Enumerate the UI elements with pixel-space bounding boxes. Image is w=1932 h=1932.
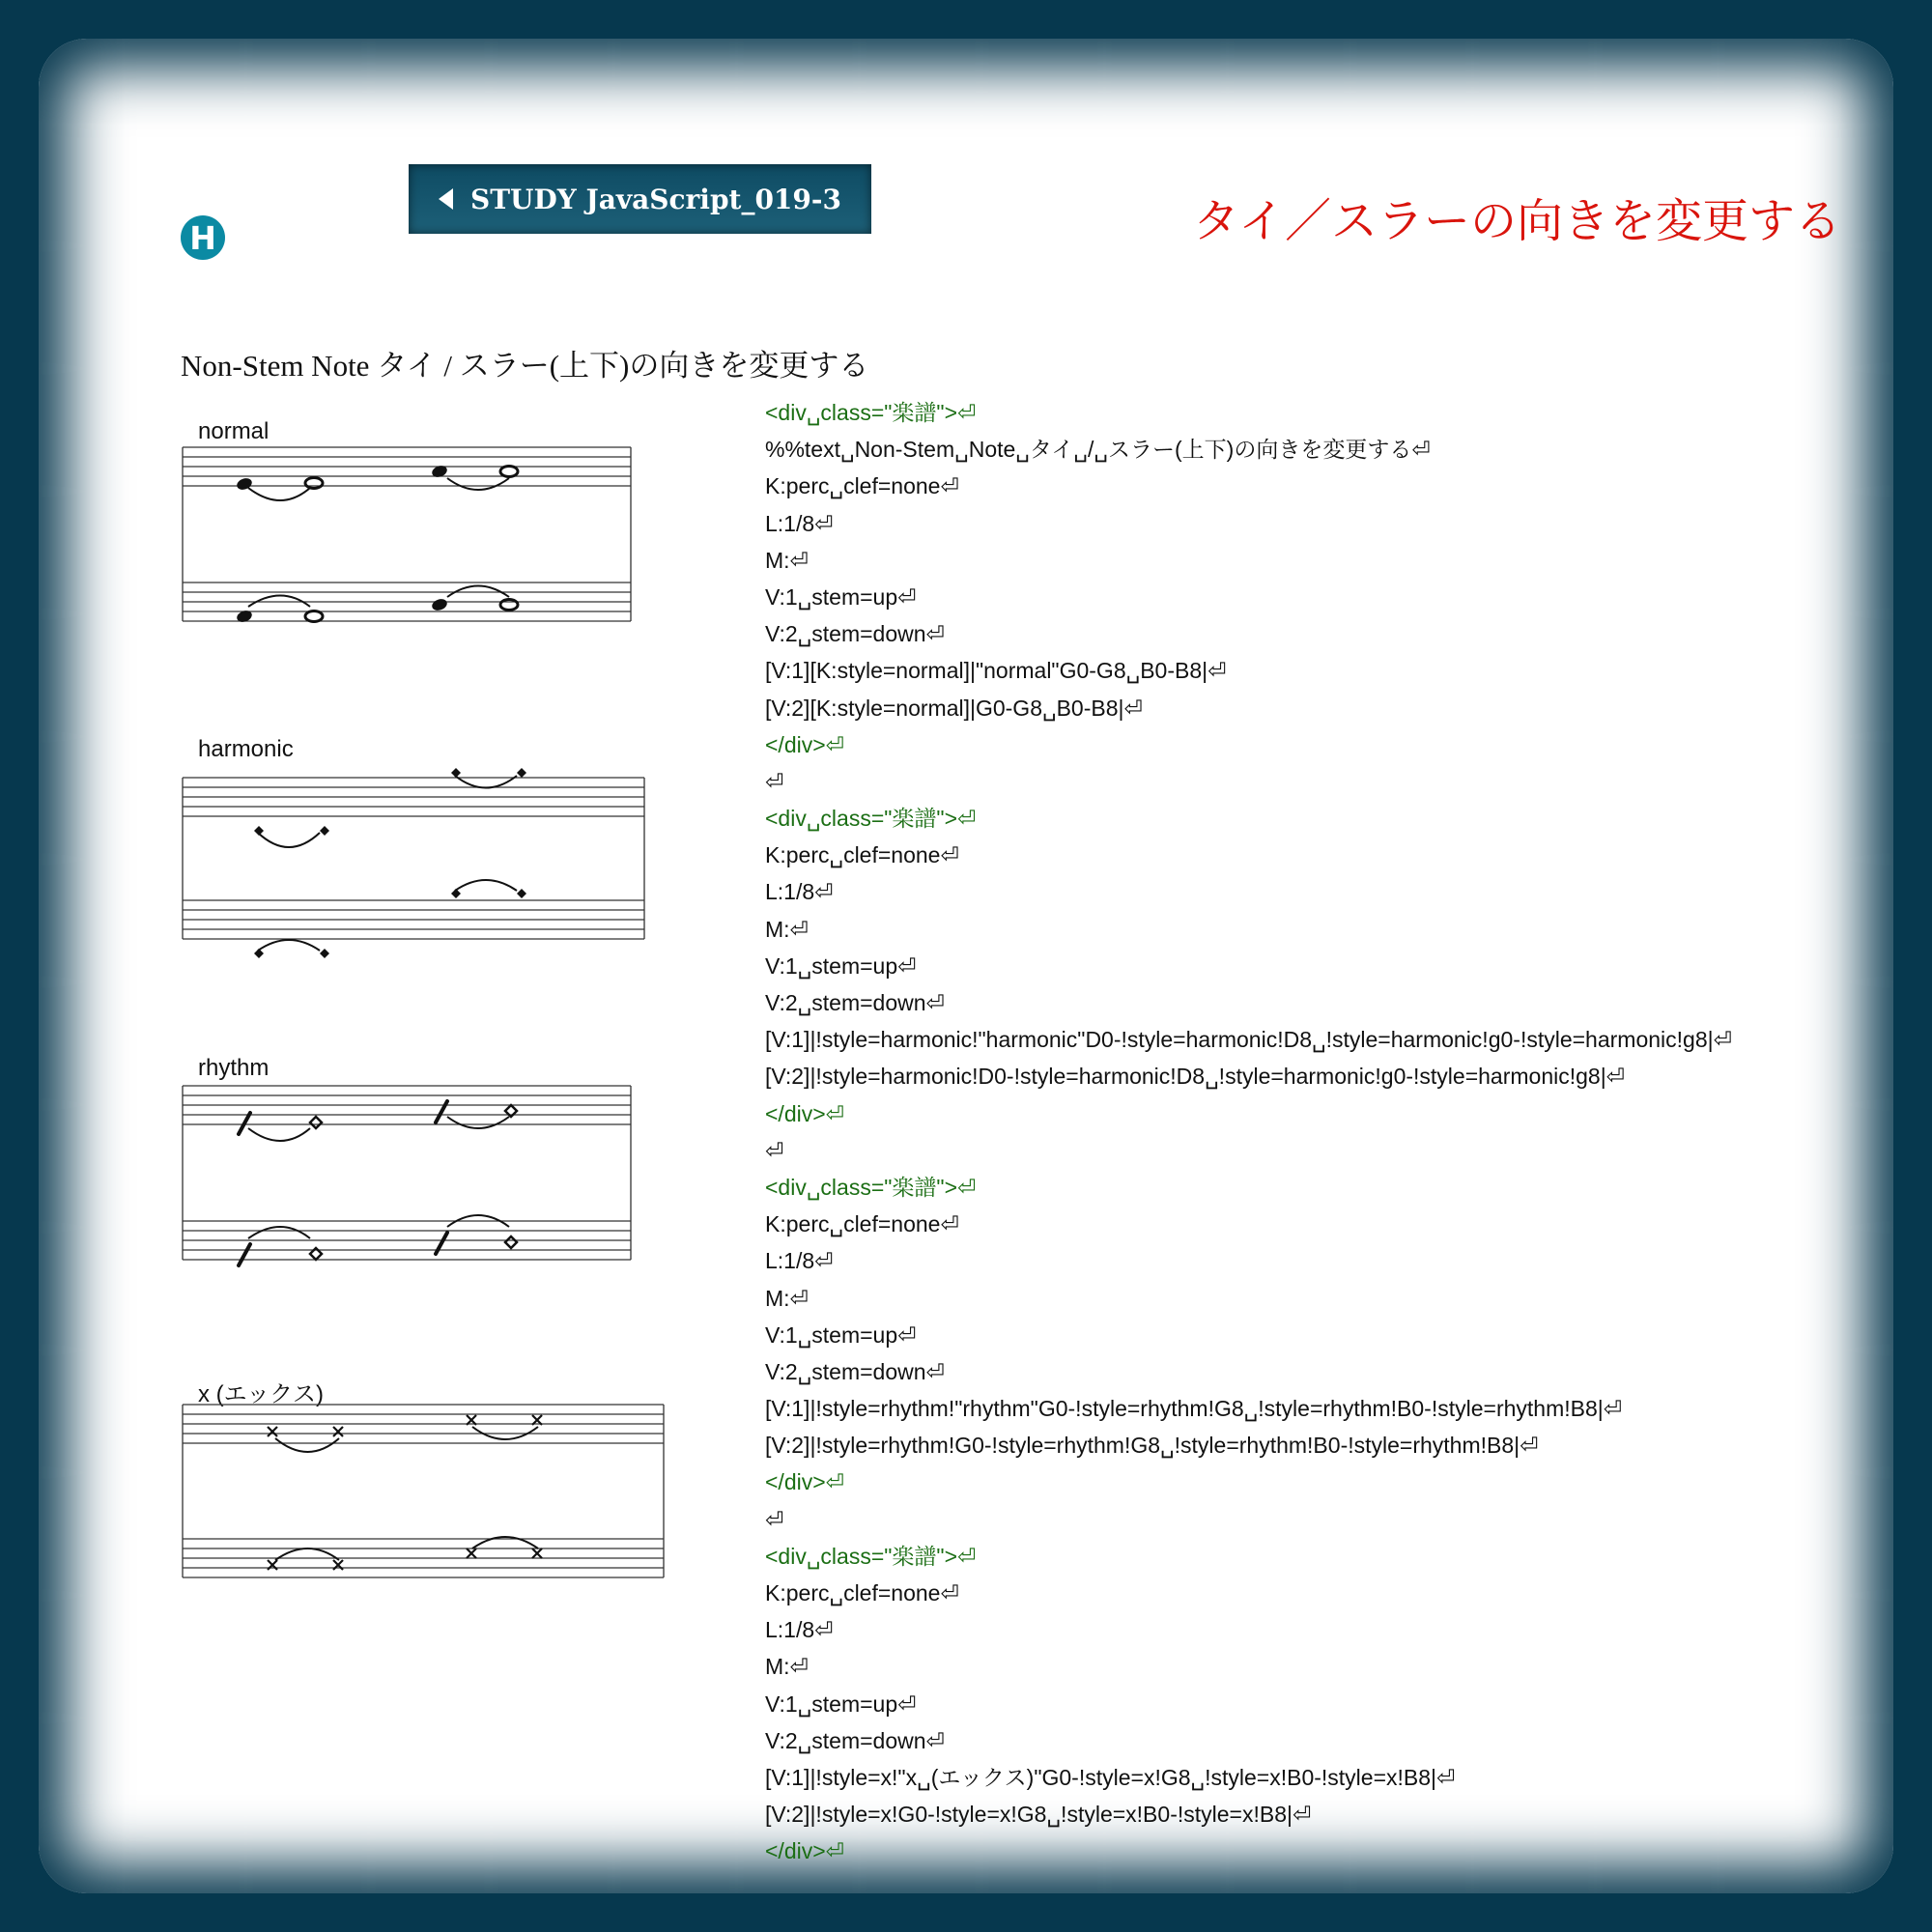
code-line: V:2␣stem=down⏎ (765, 621, 945, 647)
code-line: <div␣class="楽譜">⏎ (765, 400, 977, 425)
code-line: [V:2]|!style=rhythm!G0-!style=rhythm!G8␣!style=rhythm!B0-!style=rhythm!B8|⏎ (765, 1433, 1539, 1459)
code-line: V:1␣stem=up⏎ (765, 583, 917, 610)
code-line: [V:1]|!style=harmonic!"harmonic"D0-!style=harmonic!D8␣!style=harmonic!g0-!style=harmonic!g8|⏎ (765, 1027, 1732, 1053)
code-line: V:2␣stem=down⏎ (765, 1727, 945, 1753)
code-line: V:1␣stem=up⏎ (765, 952, 917, 979)
code-line: V:1␣stem=up⏎ (765, 1321, 917, 1348)
staff-label: rhythm (198, 1055, 270, 1081)
code-line: </div>⏎ (765, 1100, 844, 1126)
code-line: K:perc␣clef=none⏎ (765, 473, 959, 499)
code-line: M:⏎ (765, 916, 809, 942)
staff-x-notation (181, 1375, 668, 1597)
code-line: V:2␣stem=down⏎ (765, 990, 945, 1015)
staff-label: x (エックス) (198, 1381, 324, 1407)
code-line: L:1/8⏎ (765, 1617, 834, 1643)
code-line: <div␣class="楽譜">⏎ (765, 806, 977, 832)
code-line: </div>⏎ (765, 1838, 844, 1864)
code-line: [V:1]|!style=x!"x␣(エックス)"G0-!style=x!G8␣!style=x!B0-!style=x!B8|⏎ (765, 1764, 1456, 1790)
staff-normal (181, 418, 635, 640)
staff-label: harmonic (198, 736, 294, 762)
code-line: K:perc␣clef=none⏎ (765, 842, 959, 868)
code-line: <div␣class="楽譜">⏎ (765, 1543, 977, 1569)
code-line: L:1/8⏎ (765, 879, 834, 905)
abc-code-listing (765, 394, 1857, 1870)
code-line: </div>⏎ (765, 731, 844, 757)
code-line: ⏎ (765, 768, 784, 794)
staff-label: normal (198, 418, 270, 444)
code-line: </div>⏎ (765, 1469, 844, 1495)
code-line: ⏎ (765, 1137, 784, 1163)
staff-harmonic (181, 736, 648, 968)
code-line: [V:2]|!style=harmonic!D0-!style=harmonic!D8␣!style=harmonic!g0-!style=harmonic!g8|⏎ (765, 1064, 1625, 1090)
code-line: M:⏎ (765, 1285, 809, 1311)
code-line: V:2␣stem=down⏎ (765, 1358, 945, 1384)
h-logo-icon: H (181, 215, 225, 260)
back-button[interactable] (409, 164, 871, 234)
page-title: タイ／スラーの向きを変更する (1192, 194, 1841, 248)
staff-rhythm-notation (181, 1055, 635, 1277)
staff-rhythm (181, 1055, 635, 1277)
code-line: [V:2][K:style=normal]|G0-G8␣B0-B8|⏎ (765, 695, 1143, 721)
staff-normal-notation (181, 418, 635, 640)
code-line: M:⏎ (765, 1654, 809, 1680)
code-line: V:1␣stem=up⏎ (765, 1690, 917, 1717)
code-line: %%text␣Non-Stem␣Note␣タイ␣/␣スラー(上下)の向きを変更する⏎ (765, 437, 1431, 463)
code-line: M:⏎ (765, 547, 809, 573)
staff-harmonic-notation (181, 736, 648, 968)
code-line: [V:2]|!style=x!G0-!style=x!G8␣!style=x!B0-!style=x!B8|⏎ (765, 1802, 1312, 1828)
page (39, 39, 1893, 1893)
back-button-label: STUDY JavaScript_019-3 (469, 183, 841, 215)
section-heading: Non-Stem Note タイ / スラー(上下)の向きを変更する (181, 349, 869, 383)
code-line: L:1/8⏎ (765, 1248, 834, 1274)
code-line: <div␣class="楽譜">⏎ (765, 1174, 977, 1200)
code-line: [V:1][K:style=normal]|"normal"G0-G8␣B0-B8|⏎ (765, 658, 1227, 684)
code-line: K:perc␣clef=none⏎ (765, 1580, 959, 1605)
code-line: K:perc␣clef=none⏎ (765, 1211, 959, 1237)
back-arrow-icon (439, 188, 453, 210)
code-line: ⏎ (765, 1506, 784, 1532)
staff-x (181, 1375, 668, 1597)
code-line: L:1/8⏎ (765, 510, 834, 536)
code-line: [V:1]|!style=rhythm!"rhythm"G0-!style=rhythm!G8␣!style=rhythm!B0-!style=rhythm!B8|⏎ (765, 1396, 1623, 1422)
